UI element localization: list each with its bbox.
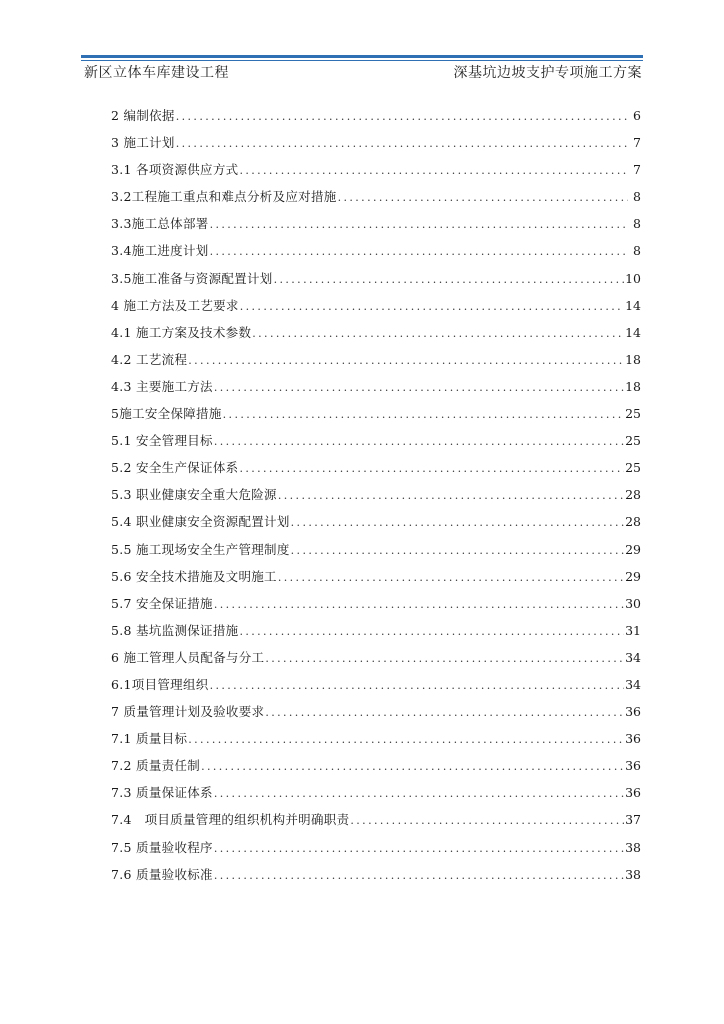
toc-dot-leader bbox=[188, 733, 624, 746]
toc-entry-page-number: 38 bbox=[625, 866, 641, 882]
toc-entry-title: 3.3施工总体部署 bbox=[111, 216, 209, 232]
toc-dot-leader bbox=[239, 462, 624, 475]
toc-dot-leader bbox=[210, 245, 628, 258]
toc-entry-page-number: 28 bbox=[625, 487, 641, 503]
toc-entry[interactable] bbox=[111, 214, 641, 241]
toc-dot-leader bbox=[291, 516, 624, 529]
table-of-contents bbox=[111, 106, 641, 892]
toc-entry-title: 7.4 项目质量管理的组织机构并明确职责 bbox=[111, 812, 350, 828]
toc-entry[interactable] bbox=[111, 106, 641, 133]
toc-entry-title: 7 质量管理计划及验收要求 bbox=[111, 704, 265, 720]
toc-entry-page-number: 7 bbox=[633, 162, 641, 178]
toc-entry-page-number: 30 bbox=[625, 595, 641, 611]
toc-entry-title: 6.1项目管理组织 bbox=[111, 676, 209, 692]
toc-entry-page-number: 28 bbox=[625, 514, 641, 530]
toc-dot-leader bbox=[265, 652, 624, 665]
toc-entry[interactable] bbox=[111, 241, 641, 268]
toc-entry[interactable] bbox=[111, 323, 641, 350]
toc-entry-page-number: 38 bbox=[625, 839, 641, 855]
toc-entry-page-number: 36 bbox=[625, 758, 641, 774]
toc-entry[interactable] bbox=[111, 702, 641, 729]
toc-entry-title: 7.6 质量验收标准 bbox=[111, 866, 213, 882]
toc-entry-page-number: 36 bbox=[625, 785, 641, 801]
toc-entry[interactable] bbox=[111, 838, 641, 865]
toc-entry-title: 4.2 工艺流程 bbox=[111, 351, 188, 367]
toc-entry-title: 5施工安全保障措施 bbox=[111, 406, 222, 422]
toc-entry[interactable] bbox=[111, 187, 641, 214]
toc-dot-leader bbox=[274, 273, 625, 286]
toc-entry-title: 5.4 职业健康安全资源配置计划 bbox=[111, 514, 290, 530]
toc-dot-leader bbox=[210, 218, 628, 231]
toc-dot-leader bbox=[214, 381, 624, 394]
toc-dot-leader bbox=[214, 869, 624, 882]
toc-entry[interactable] bbox=[111, 404, 641, 431]
toc-entry-page-number: 29 bbox=[625, 541, 641, 557]
toc-entry[interactable] bbox=[111, 269, 641, 296]
toc-dot-leader bbox=[176, 137, 628, 150]
toc-entry-title: 7.3 质量保证体系 bbox=[111, 785, 213, 801]
toc-entry[interactable] bbox=[111, 756, 641, 783]
toc-entry-page-number: 10 bbox=[625, 270, 641, 286]
header-rule-thin bbox=[81, 60, 643, 61]
toc-entry-page-number: 18 bbox=[625, 351, 641, 367]
toc-entry[interactable] bbox=[111, 296, 641, 323]
toc-entry-title: 5.1 安全管理目标 bbox=[111, 433, 213, 449]
toc-entry-title: 3.5施工准备与资源配置计划 bbox=[111, 270, 273, 286]
toc-entry-title: 5.2 安全生产保证体系 bbox=[111, 460, 239, 476]
toc-entry-page-number: 14 bbox=[625, 297, 641, 313]
toc-entry[interactable] bbox=[111, 675, 641, 702]
toc-entry-title: 7.2 质量责任制 bbox=[111, 758, 201, 774]
toc-dot-leader bbox=[214, 842, 624, 855]
toc-entry[interactable] bbox=[111, 810, 641, 837]
toc-dot-leader bbox=[214, 598, 624, 611]
toc-entry[interactable] bbox=[111, 621, 641, 648]
toc-entry-title: 5.8 基坑监测保证措施 bbox=[111, 622, 239, 638]
toc-entry[interactable] bbox=[111, 133, 641, 160]
toc-entry[interactable] bbox=[111, 350, 641, 377]
toc-dot-leader bbox=[278, 571, 624, 584]
toc-entry-title: 5.5 施工现场安全生产管理制度 bbox=[111, 541, 290, 557]
toc-entry[interactable] bbox=[111, 458, 641, 485]
toc-dot-leader bbox=[240, 300, 624, 313]
toc-entry-page-number: 8 bbox=[633, 216, 641, 232]
toc-entry-title: 3.2工程施工重点和难点分析及应对措施 bbox=[111, 189, 337, 205]
toc-entry-title: 3 施工计划 bbox=[111, 135, 175, 151]
toc-entry-page-number: 37 bbox=[625, 812, 641, 828]
toc-entry[interactable] bbox=[111, 594, 641, 621]
toc-entry-page-number: 25 bbox=[625, 460, 641, 476]
toc-dot-leader bbox=[291, 544, 624, 557]
toc-entry-page-number: 34 bbox=[625, 649, 641, 665]
toc-entry-page-number: 29 bbox=[625, 568, 641, 584]
toc-entry-page-number: 31 bbox=[625, 622, 641, 638]
toc-entry[interactable] bbox=[111, 431, 641, 458]
toc-dot-leader bbox=[214, 435, 624, 448]
toc-dot-leader bbox=[278, 489, 624, 502]
toc-dot-leader bbox=[201, 760, 624, 773]
toc-entry-title: 3.1 各项资源供应方式 bbox=[111, 162, 239, 178]
header-rule bbox=[81, 55, 643, 58]
toc-dot-leader bbox=[210, 679, 625, 692]
toc-entry-page-number: 14 bbox=[625, 324, 641, 340]
toc-entry[interactable] bbox=[111, 648, 641, 675]
toc-dot-leader bbox=[350, 814, 624, 827]
toc-dot-leader bbox=[338, 191, 628, 204]
toc-dot-leader bbox=[176, 110, 628, 123]
toc-entry-page-number: 7 bbox=[633, 135, 641, 151]
toc-entry-page-number: 36 bbox=[625, 704, 641, 720]
toc-entry[interactable] bbox=[111, 865, 641, 892]
toc-entry[interactable] bbox=[111, 540, 641, 567]
toc-dot-leader bbox=[239, 625, 624, 638]
header-project-name: 新区立体车库建设工程 bbox=[84, 65, 229, 81]
toc-dot-leader bbox=[265, 706, 624, 719]
toc-entry-page-number: 25 bbox=[625, 406, 641, 422]
toc-entry-title: 4.3 主要施工方法 bbox=[111, 378, 213, 394]
toc-entry-title: 6 施工管理人员配备与分工 bbox=[111, 649, 265, 665]
toc-dot-leader bbox=[214, 787, 624, 800]
toc-entry[interactable] bbox=[111, 512, 641, 539]
toc-entry-title: 5.3 职业健康安全重大危险源 bbox=[111, 487, 277, 503]
toc-entry-title: 3.4施工进度计划 bbox=[111, 243, 209, 259]
toc-entry-page-number: 34 bbox=[625, 676, 641, 692]
toc-entry[interactable] bbox=[111, 783, 641, 810]
toc-entry[interactable] bbox=[111, 567, 641, 594]
toc-entry-title: 5.6 安全技术措施及文明施工 bbox=[111, 568, 277, 584]
toc-entry[interactable] bbox=[111, 377, 641, 404]
toc-entry[interactable] bbox=[111, 160, 641, 187]
toc-entry-page-number: 6 bbox=[633, 108, 641, 123]
toc-dot-leader bbox=[223, 408, 624, 421]
toc-dot-leader bbox=[239, 164, 628, 177]
toc-entry-title: 5.7 安全保证措施 bbox=[111, 595, 213, 611]
toc-entry-page-number: 8 bbox=[633, 243, 641, 259]
header-document-title: 深基坑边坡支护专项施工方案 bbox=[453, 65, 642, 81]
toc-entry-title: 7.5 质量验收程序 bbox=[111, 839, 213, 855]
toc-entry-title: 7.1 质量目标 bbox=[111, 731, 188, 747]
toc-entry-page-number: 36 bbox=[625, 731, 641, 747]
toc-entry-title: 2 编制依据 bbox=[111, 108, 175, 123]
toc-entry-title: 4.1 施工方案及技术参数 bbox=[111, 324, 252, 340]
toc-entry-page-number: 18 bbox=[625, 378, 641, 394]
toc-entry-page-number: 8 bbox=[633, 189, 641, 205]
toc-dot-leader bbox=[252, 327, 624, 340]
toc-entry-page-number: 25 bbox=[625, 433, 641, 449]
toc-dot-leader bbox=[188, 354, 624, 367]
toc-entry[interactable] bbox=[111, 485, 641, 512]
toc-entry-title: 4 施工方法及工艺要求 bbox=[111, 297, 239, 313]
toc-entry[interactable] bbox=[111, 729, 641, 756]
